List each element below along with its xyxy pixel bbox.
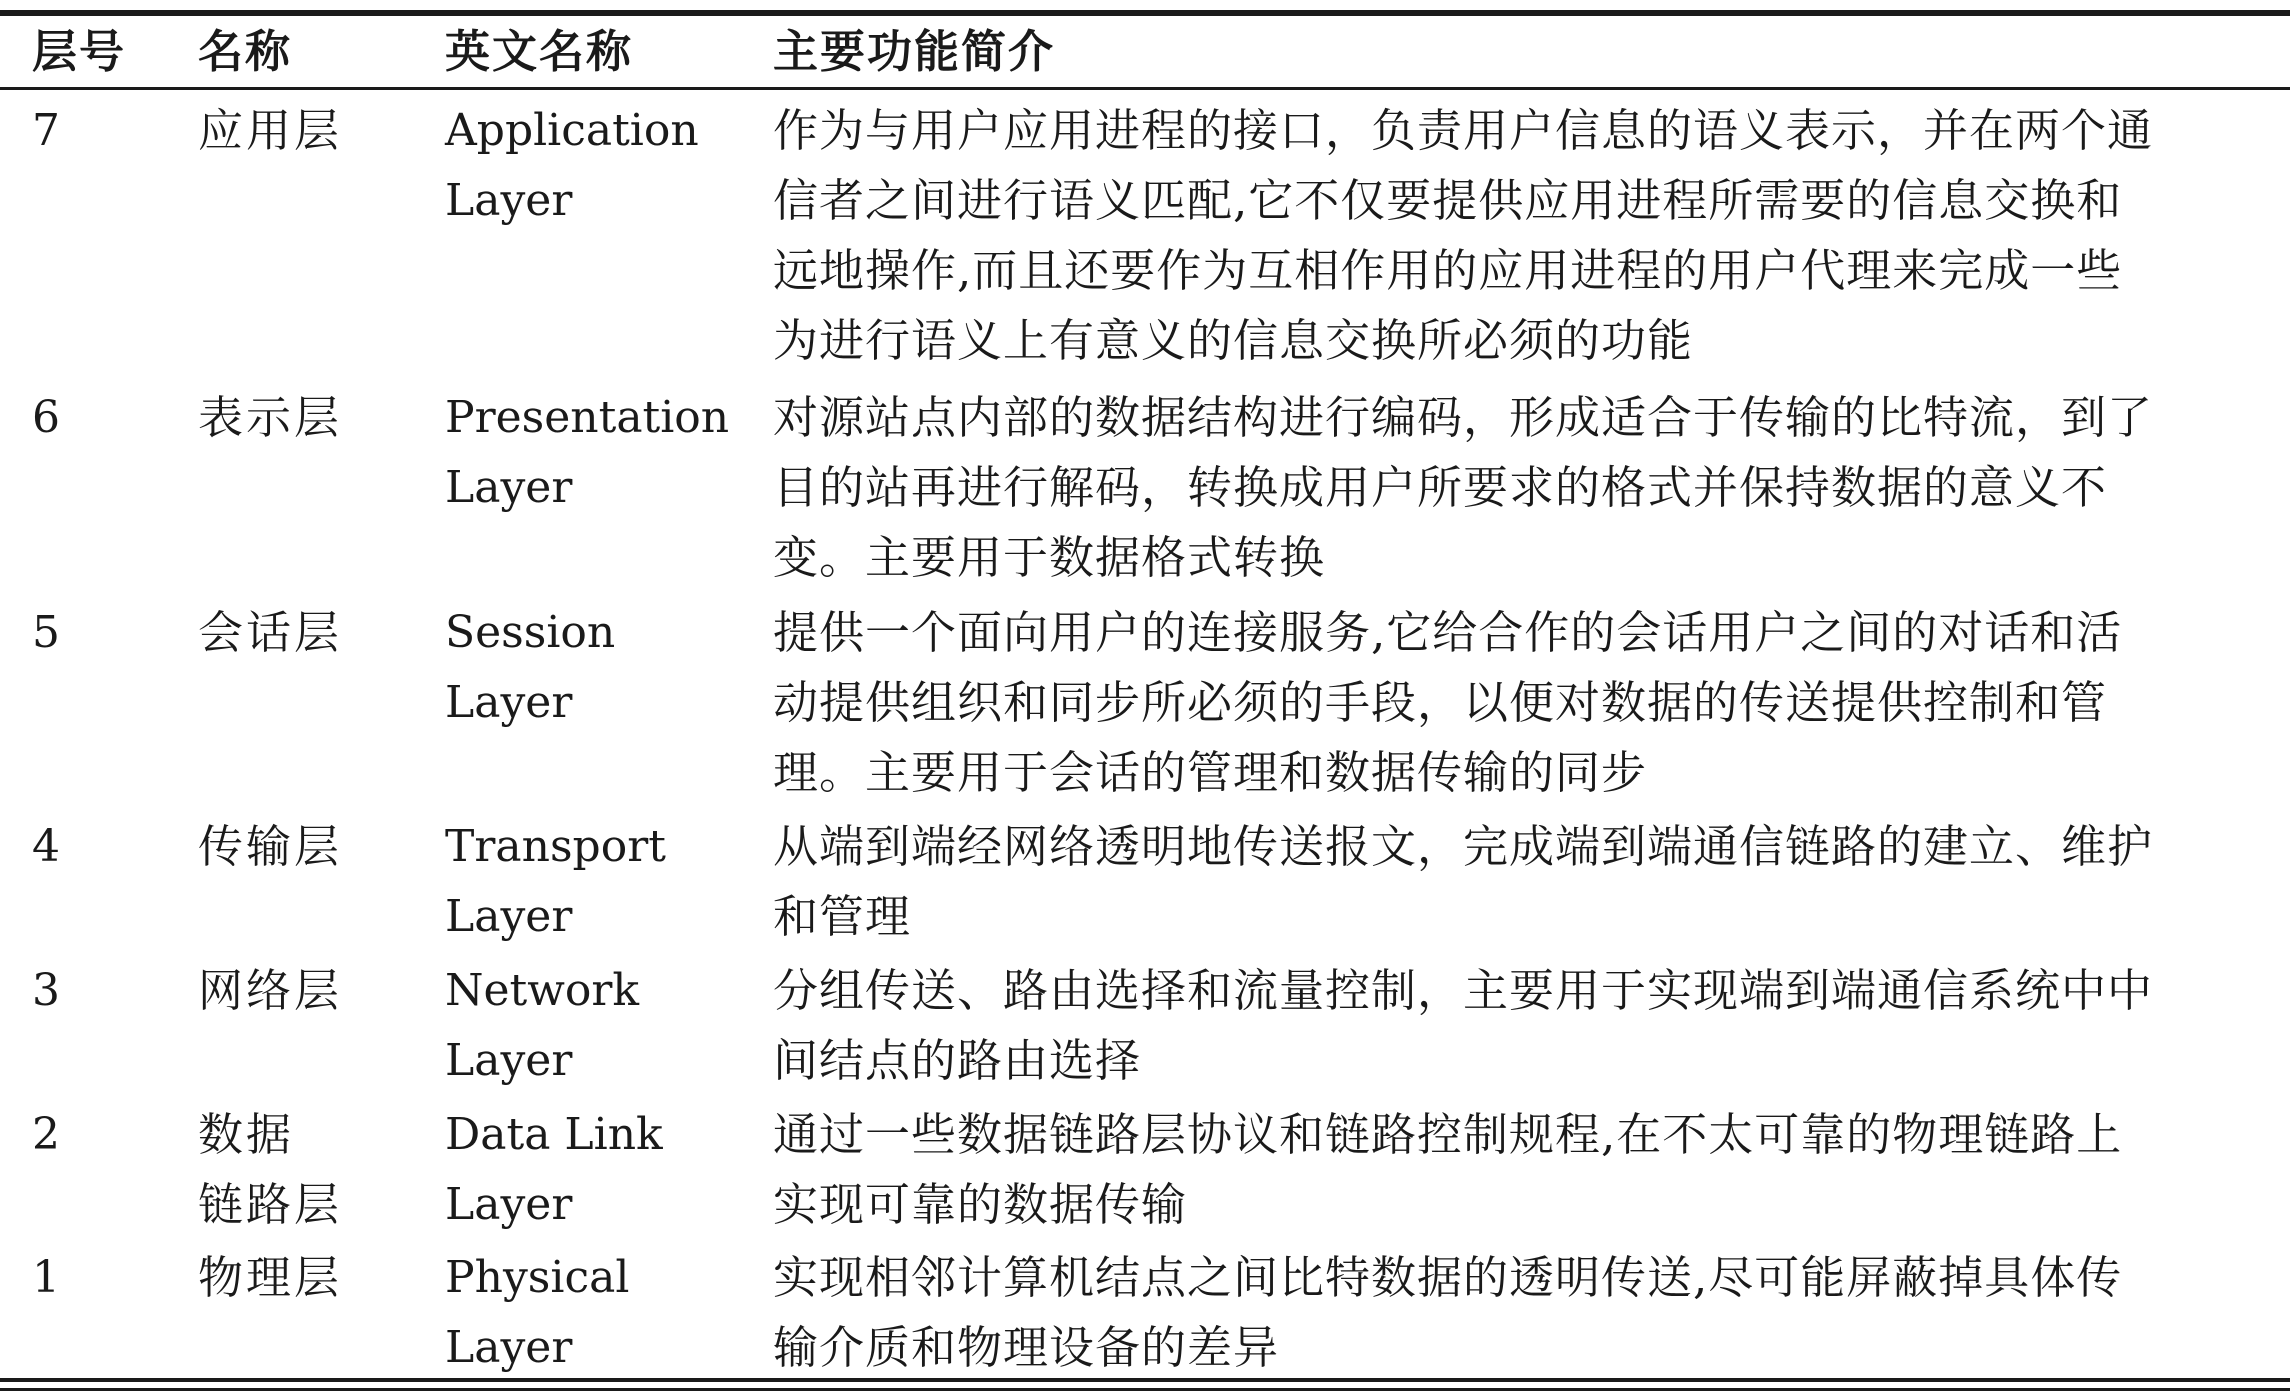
table-header-rule (0, 87, 2290, 90)
layer-name-line: 链路层 (198, 1178, 343, 1231)
layer-name (198, 598, 428, 668)
layer-name-line: 应用层 (198, 104, 343, 157)
layer-english-name (445, 1243, 745, 1383)
table-bottom-rule (0, 1378, 2290, 1382)
description-line: 作为与用户应用进程的接口，负责用户信息的语义表示，并在两个通 (773, 104, 2154, 157)
table-top-rule (0, 10, 2290, 16)
layer-english-line: Layer (445, 462, 573, 513)
layer-description (773, 1243, 2273, 1383)
description-line: 和管理 (773, 890, 912, 943)
description-line: 实现相邻计算机结点之间比特数据的透明传送,尽可能屏蔽掉具体传 (773, 1251, 2123, 1304)
description-line: 目的站再进行解码，转换成用户所要求的格式并保持数据的意义不 (773, 461, 2108, 514)
layer-description (773, 383, 2273, 593)
layer-english-line: Layer (445, 677, 573, 728)
layer-name-line: 物理层 (198, 1251, 343, 1304)
layer-name (198, 956, 428, 1026)
description-line: 对源站点内部的数据结构进行编码，形成适合于传输的比特流，到了 (773, 391, 2154, 444)
layer-english-line: Layer (445, 1179, 573, 1230)
layer-english-line: Layer (445, 891, 573, 942)
layer-name-line: 数据 (198, 1108, 295, 1161)
layer-name-line: 传输层 (198, 820, 343, 873)
description-line: 为进行语义上有意义的信息交换所必须的功能 (773, 314, 1694, 367)
layer-english-line: Physical (445, 1252, 630, 1303)
header-name: 名称 (198, 25, 293, 78)
layer-description (773, 1100, 2273, 1240)
layer-english-line: Transport (445, 821, 666, 872)
layer-name-line: 网络层 (198, 964, 343, 1017)
description-line: 间结点的路由选择 (773, 1034, 1142, 1087)
layer-name (198, 1243, 428, 1313)
layer-number: 6 (32, 392, 60, 443)
layer-english-name (445, 96, 745, 236)
layer-number: 1 (32, 1252, 60, 1303)
layer-description (773, 812, 2273, 952)
header-description: 主要功能简介 (773, 25, 1056, 78)
layer-number: 3 (32, 965, 60, 1016)
header-layer-number: 层号 (32, 25, 127, 78)
description-line: 提供一个面向用户的连接服务,它给合作的会话用户之间的对话和活 (773, 606, 2123, 659)
layer-name-line: 会话层 (198, 606, 343, 659)
layer-english-name (445, 812, 745, 952)
layer-english-name (445, 598, 745, 738)
layer-number: 2 (32, 1109, 60, 1160)
layer-name (198, 1100, 428, 1240)
description-line: 远地操作,而且还要作为互相作用的应用进程的用户代理来完成一些 (773, 244, 2123, 297)
layer-english-line: Network (445, 965, 640, 1016)
layer-name (198, 383, 428, 453)
layer-number: 7 (32, 105, 60, 156)
layer-description (773, 598, 2273, 808)
description-line: 输介质和物理设备的差异 (773, 1321, 1280, 1374)
layer-number: 4 (32, 821, 60, 872)
layer-english-name (445, 1100, 745, 1240)
layer-number: 5 (32, 607, 60, 658)
description-line: 信者之间进行语义匹配,它不仅要提供应用进程所需要的信息交换和 (773, 174, 2123, 227)
description-line: 实现可靠的数据传输 (773, 1178, 1188, 1231)
description-line: 动提供组织和同步所必须的手段，以便对数据的传送提供控制和管 (773, 676, 2108, 729)
layer-english-line: Session (445, 607, 616, 658)
header-english-name: 英文名称 (445, 25, 634, 78)
layer-name (198, 812, 428, 882)
layer-description (773, 956, 2273, 1096)
description-line: 分组传送、路由选择和流量控制，主要用于实现端到端通信系统中中 (773, 964, 2154, 1017)
table-header-row (0, 18, 2290, 86)
layer-english-name (445, 956, 745, 1096)
layer-english-line: Data Link (445, 1109, 663, 1160)
description-line: 通过一些数据链路层协议和链路控制规程,在不太可靠的物理链路上 (773, 1108, 2123, 1161)
layer-description (773, 96, 2273, 376)
layer-english-line: Layer (445, 175, 573, 226)
layer-english-name (445, 383, 745, 523)
description-line: 从端到端经网络透明地传送报文，完成端到端通信链路的建立、维护 (773, 820, 2154, 873)
description-line: 变。主要用于数据格式转换 (773, 531, 1326, 584)
description-line: 理。主要用于会话的管理和数据传输的同步 (773, 746, 1648, 799)
layer-english-line: Layer (445, 1035, 573, 1086)
layer-english-line: Presentation (445, 392, 730, 443)
table-bottom-rule-double (0, 1388, 2290, 1391)
layer-name (198, 96, 428, 166)
layer-english-line: Application (445, 105, 699, 156)
layer-name-line: 表示层 (198, 391, 343, 444)
layer-english-line: Layer (445, 1322, 573, 1373)
